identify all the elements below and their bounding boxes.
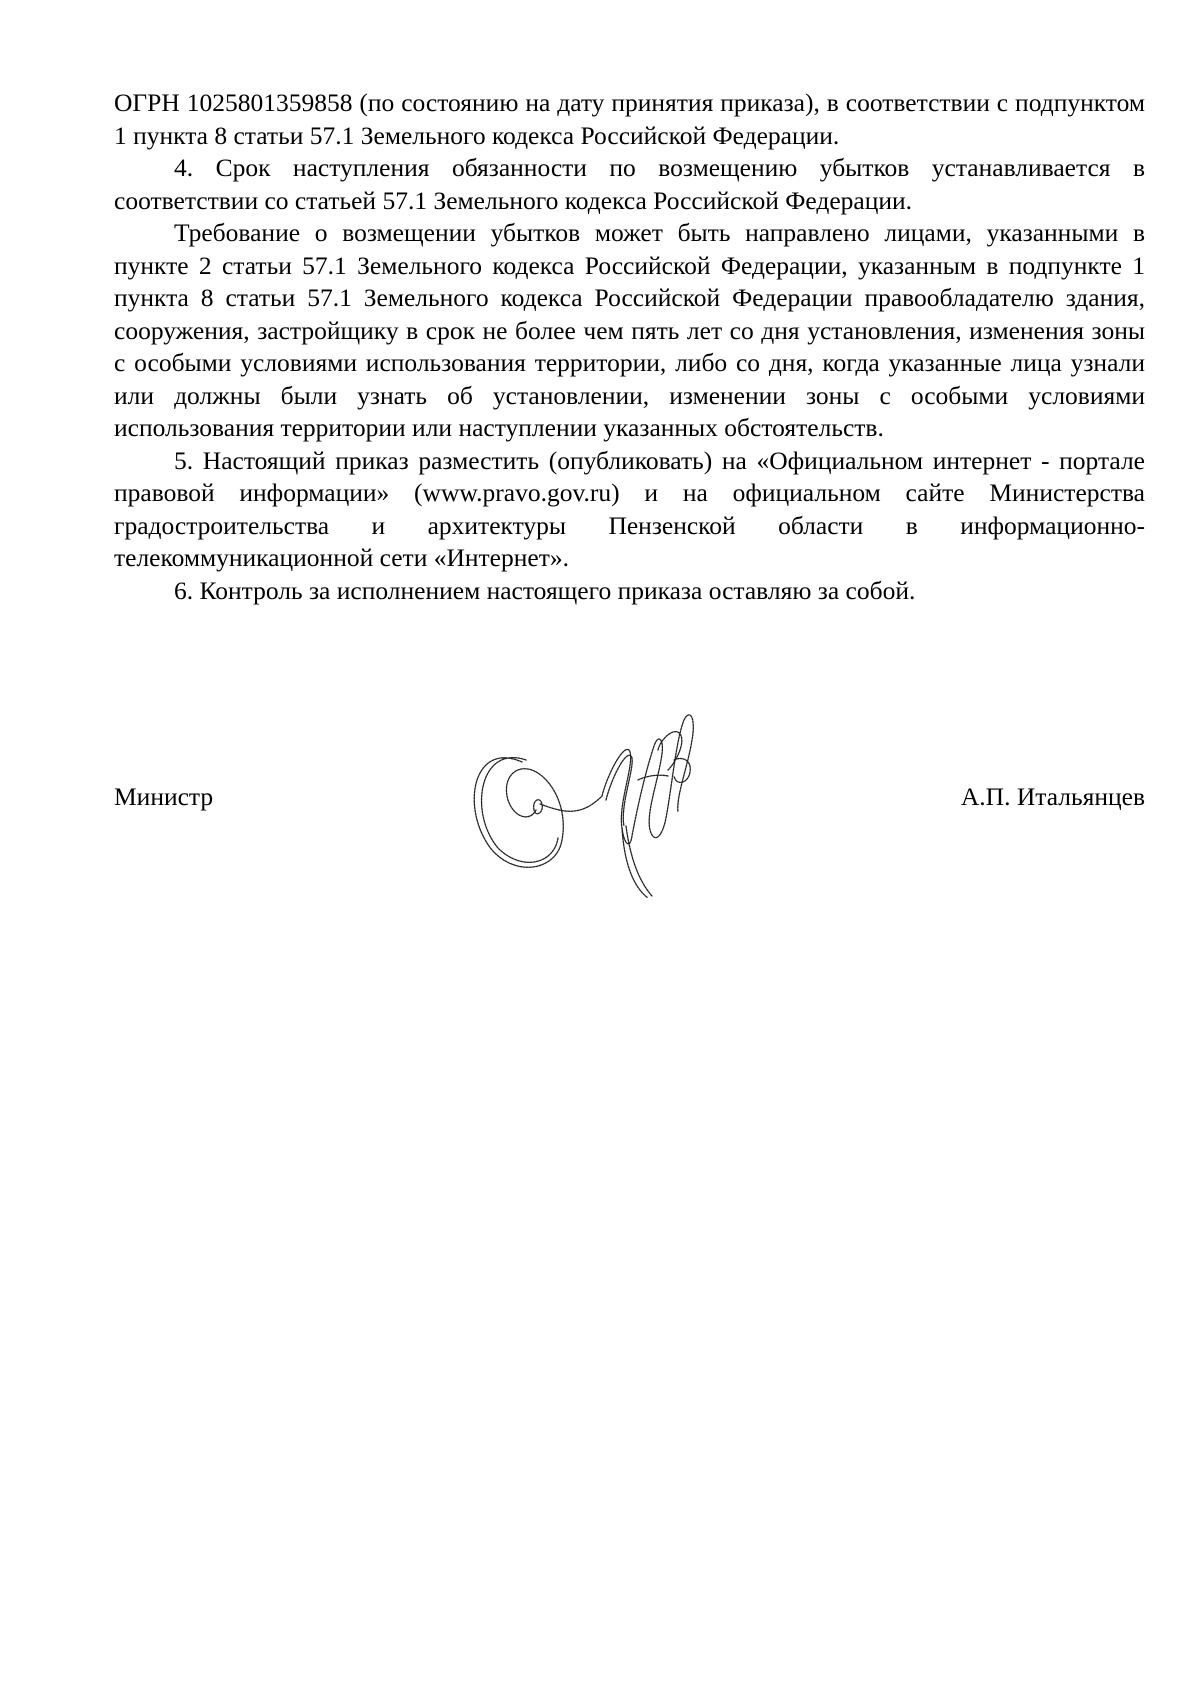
paragraph-item-4-requirement: Требование о возмещении убытков может быть направлено лицами, указанными в пункте 2 статьи 57.1 Земельного кодекса Российской Федерации, указанным в подпункте 1 пункта 8 статьи 57.1 Земельного кодекса Российской Федерации правообладателю здания, сооружения, застройщику в срок не более чем пять лет со дня установления, изменения зоны с особыми условиями использования территории, либо со дня, когда указанные лица узнали или должны были узнать об установлении, изменении зоны с особыми условиями использования территории или наступлении указанных обстоятельств.	[114, 218, 1145, 442]
document-body	[114, 87, 1145, 607]
signature-block	[114, 700, 1145, 900]
handwritten-signature-icon	[462, 700, 722, 900]
paragraph-ogrn-continuation: ОГРН 1025801359858 (по состоянию на дату принятия приказа), в соответствии с подпунктом 1 пункта 8 статьи 57.1 Земельного кодекса Российской Федерации.	[114, 88, 1145, 150]
paragraph-item-5: 5. Настоящий приказ разместить (опубликовать) на «Официальном интернет - портале правовой информации» (www.pravo.gov.ru) и на официальном сайте Министерства градостроительства и архитектуры Пензенской области в информационно-телекоммуникационной сети «Интернет».	[114, 445, 1145, 572]
paragraph-item-4: 4. Срок наступления обязанности по возмещению убытков устанавливается в соответствии со статьей 57.1 Земельного кодекса Российской Федерации.	[114, 153, 1145, 215]
paragraph-item-6: 6. Контроль за исполнением настоящего приказа оставляю за собой.	[174, 575, 916, 605]
signer-name: А.П. Итальянцев	[960, 782, 1145, 811]
signer-position: Министр	[114, 782, 214, 811]
